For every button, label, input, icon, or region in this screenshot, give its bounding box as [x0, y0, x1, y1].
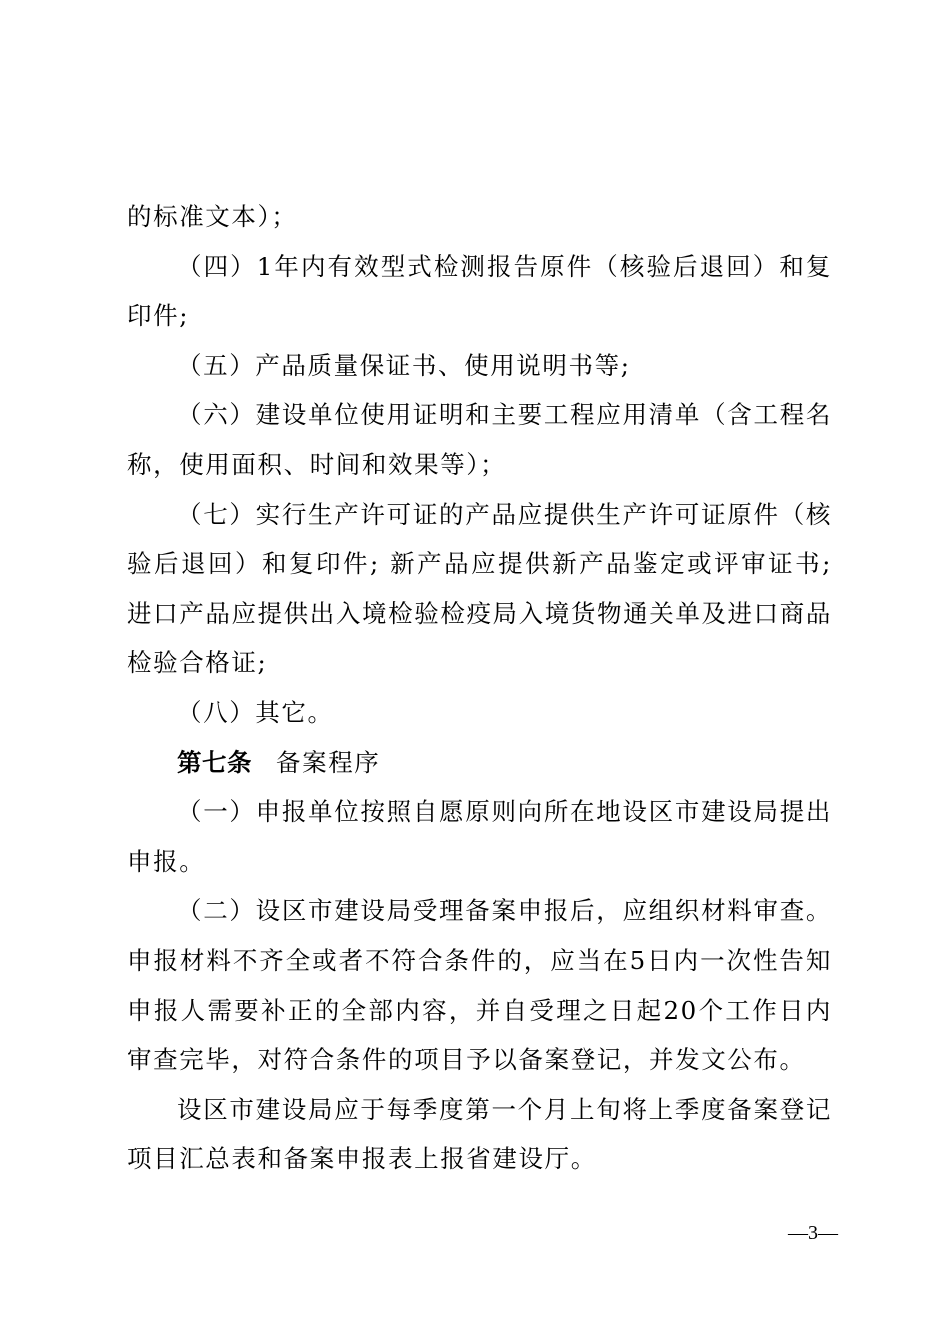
paragraph-item-4: （四）1年内有效型式检测报告原件（核验后退回）和复印件; — [127, 251, 832, 331]
article-title: 备案程序 — [276, 747, 381, 777]
article-number: 第七条 — [177, 747, 252, 777]
paragraph-continuation: 的标准文本）； — [127, 202, 298, 231]
paragraph-item-5: （五）产品质量保证书、使用说明书等; — [177, 350, 631, 380]
procedure-step-1: （一）申报单位按照自愿原则向所在地设区市建设局提出申报。 — [127, 797, 832, 876]
document-body — [127, 192, 832, 1184]
procedure-note: 设区市建设局应于每季度第一个月上旬将上季度备案登记项目汇总表和备案申报表上报省建设厅。 — [127, 1094, 832, 1174]
page-number: —3— — [788, 1222, 838, 1244]
paragraph-item-7: （七）实行生产许可证的产品应提供生产许可证原件（核验后退回）和复印件; 新产品应提供新产品鉴定或评审证书; 进口产品应提供出入境检验检疫局入境货物通关单及进口商品检验合格证; — [127, 499, 832, 678]
paragraph-item-6: （六）建设单位使用证明和主要工程应用清单（含工程名称，使用面积、时间和效果等）； — [127, 400, 832, 479]
paragraph-item-8: （八）其它。 — [177, 697, 334, 727]
procedure-step-2: （二）设区市建设局受理备案申报后，应组织材料审查。申报材料不齐全或者不符合条件的，应当在5日内一次性告知申报人需要补正的全部内容，并自受理之日起20个工作日内审查完毕，对符合条件的项目予以备案登记，并发文公布。 — [127, 896, 832, 1075]
article-7-heading-line — [127, 738, 832, 788]
